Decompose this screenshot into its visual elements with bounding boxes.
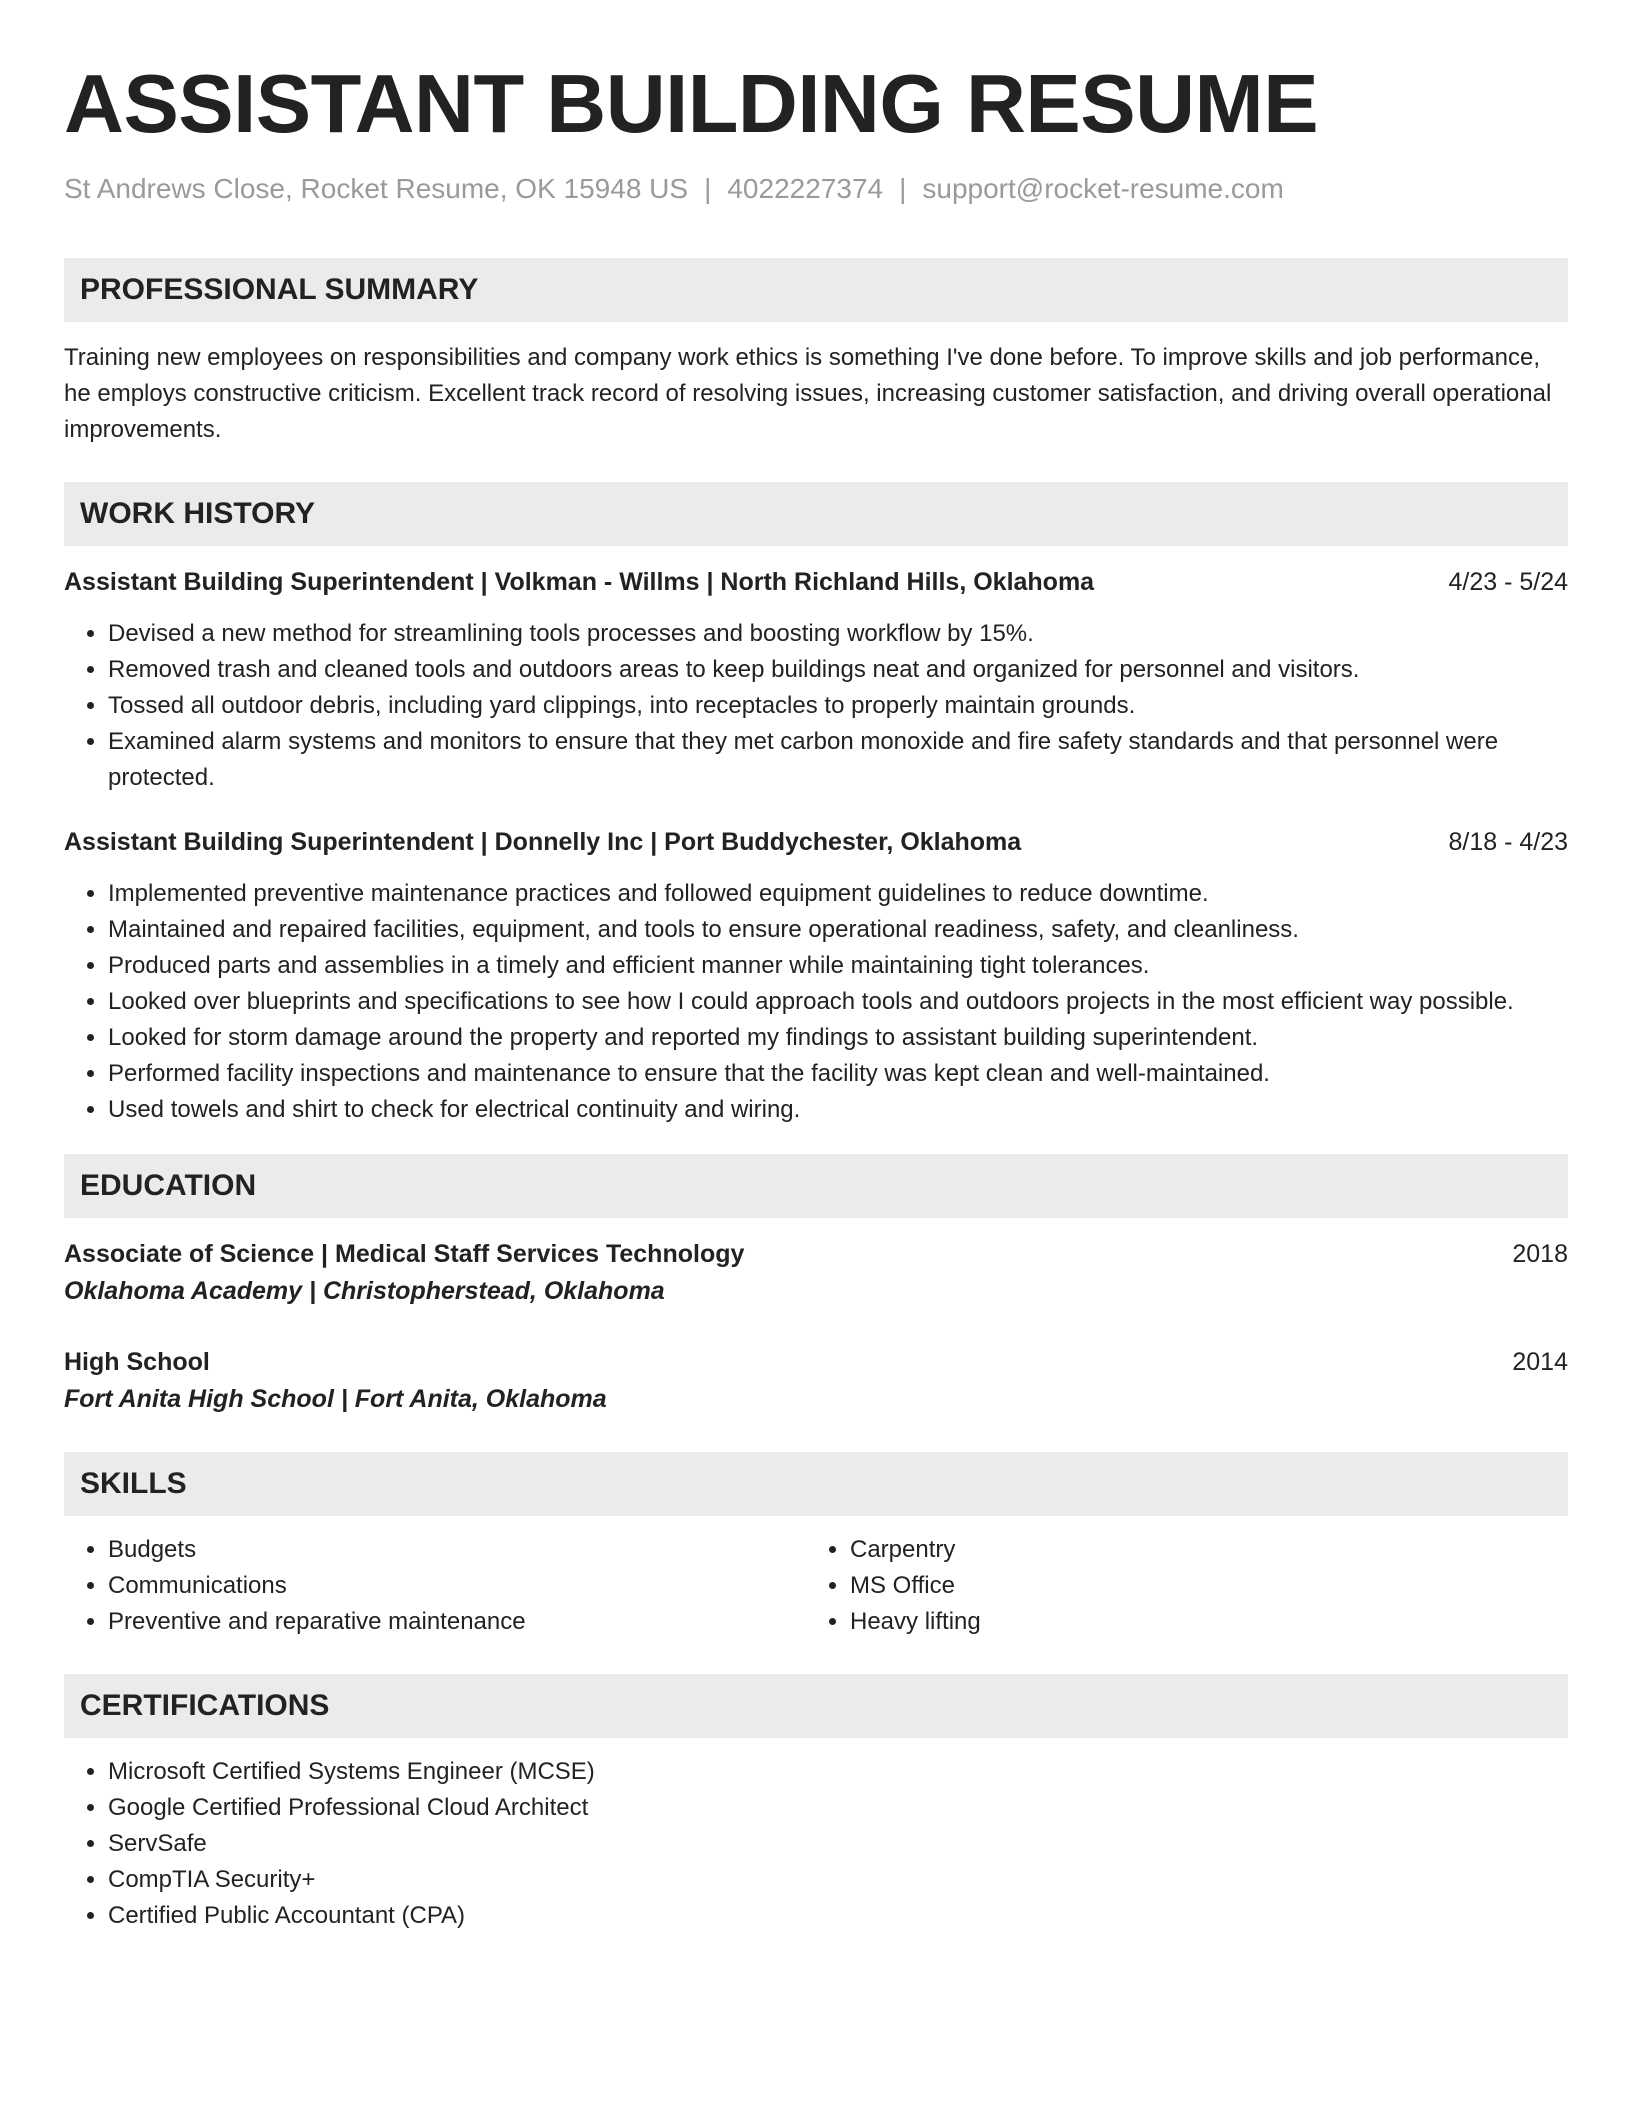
job-bullet: • Tossed all outdoor debris, including yard clippings, into receptacles to properly maintain grounds. (108, 688, 1568, 724)
skills-grid (64, 1532, 1568, 1640)
job-bullet: • Produced parts and assemblies in a timely and efficient manner while maintaining tight tolerances. (108, 948, 1568, 984)
resume-name: ASSISTANT BUILDING RESUME (64, 57, 1319, 150)
skills-list (806, 1532, 1548, 1640)
job-bullet-list (64, 616, 1568, 796)
certifications-list (64, 1754, 1568, 1934)
skills-column-right (806, 1532, 1548, 1640)
certification-item: • Certified Public Accountant (CPA) (108, 1898, 1568, 1934)
job-bullet: • Looked for storm damage around the property and reported my findings to assistant building superintendent. (108, 1020, 1568, 1056)
contact-separator: | (899, 173, 907, 204)
contact-separator: | (704, 173, 712, 204)
skills-column-left (64, 1532, 806, 1640)
job-bullet: • Examined alarm systems and monitors to ensure that they met carbon monoxide and fire safety standards and that personnel were protected. (108, 724, 1568, 796)
skill-item: • Budgets (108, 1532, 806, 1568)
job-bullet: • Performed facility inspections and maintenance to ensure that the facility was kept clean and well-maintained. (108, 1056, 1568, 1092)
job-entry (64, 824, 1568, 1128)
skill-item: • MS Office (850, 1568, 1548, 1604)
job-bullet: • Removed trash and cleaned tools and outdoors areas to keep buildings neat and organized for personnel and visitors. (108, 652, 1568, 688)
education-degree: High School (64, 1348, 210, 1376)
job-entry (64, 564, 1568, 796)
skills-list (64, 1532, 806, 1640)
certification-item: • CompTIA Security+ (108, 1862, 1568, 1898)
education-header (64, 1344, 1568, 1380)
job-title: Assistant Building Superintendent | Volkman - Willms | North Richland Hills, Oklahoma (64, 568, 1095, 596)
job-bullet: • Looked over blueprints and specifications to see how I could approach tools and outdoors projects in the most efficient way possible. (108, 984, 1568, 1020)
contact-phone: 4022227374 (727, 173, 884, 204)
education-entry (64, 1236, 1568, 1310)
education-entry (64, 1344, 1568, 1418)
job-title: Assistant Building Superintendent | Donnelly Inc | Port Buddychester, Oklahoma (64, 828, 1022, 856)
job-dates: 4/23 - 5/24 (1448, 568, 1568, 596)
summary-text: Training new employees on responsibilities and company work ethics is something I've done before. To improve skills and job performance, he employs constructive criticism. Excellent track record of resolving issues, increasing customer satisfaction, and driving overall operational improvements. (64, 344, 1552, 443)
skill-item: • Preventive and reparative maintenance (108, 1604, 806, 1640)
section-header-certifications: CERTIFICATIONS (64, 1674, 1568, 1738)
section-header-skills: SKILLS (64, 1452, 1568, 1516)
education-school: Fort Anita High School | Fort Anita, Oklahoma (64, 1385, 607, 1413)
skill-item: • Carpentry (850, 1532, 1548, 1568)
contact-email: support@rocket-resume.com (922, 173, 1284, 204)
job-dates: 8/18 - 4/23 (1448, 828, 1568, 856)
section-header-work-history: WORK HISTORY (64, 482, 1568, 546)
education-degree: Associate of Science | Medical Staff Services Technology (64, 1240, 745, 1268)
certification-item: • Google Certified Professional Cloud Architect (108, 1790, 1568, 1826)
job-bullet-list (64, 876, 1568, 1128)
certification-item: • Microsoft Certified Systems Engineer (MCSE) (108, 1754, 1568, 1790)
job-header (64, 564, 1568, 600)
job-bullet: • Implemented preventive maintenance practices and followed equipment guidelines to reduce downtime. (108, 876, 1568, 912)
section-header-summary: PROFESSIONAL SUMMARY (64, 258, 1568, 322)
education-header (64, 1236, 1568, 1272)
contact-line (64, 172, 1568, 206)
job-bullet: • Maintained and repaired facilities, equipment, and tools to ensure operational readiness, safety, and cleanliness. (108, 912, 1568, 948)
section-header-education: EDUCATION (64, 1154, 1568, 1218)
education-school: Oklahoma Academy | Christopherstead, Oklahoma (64, 1277, 665, 1305)
education-year: 2014 (1512, 1348, 1568, 1376)
job-header (64, 824, 1568, 860)
job-bullet: • Devised a new method for streamlining tools processes and boosting workflow by 15%. (108, 616, 1568, 652)
skill-item: • Heavy lifting (850, 1604, 1548, 1640)
job-bullet: • Used towels and shirt to check for electrical continuity and wiring. (108, 1092, 1568, 1128)
certification-item: • ServSafe (108, 1826, 1568, 1862)
skill-item: • Communications (108, 1568, 806, 1604)
contact-address: St Andrews Close, Rocket Resume, OK 15948 US (64, 173, 689, 204)
education-year: 2018 (1512, 1240, 1568, 1268)
